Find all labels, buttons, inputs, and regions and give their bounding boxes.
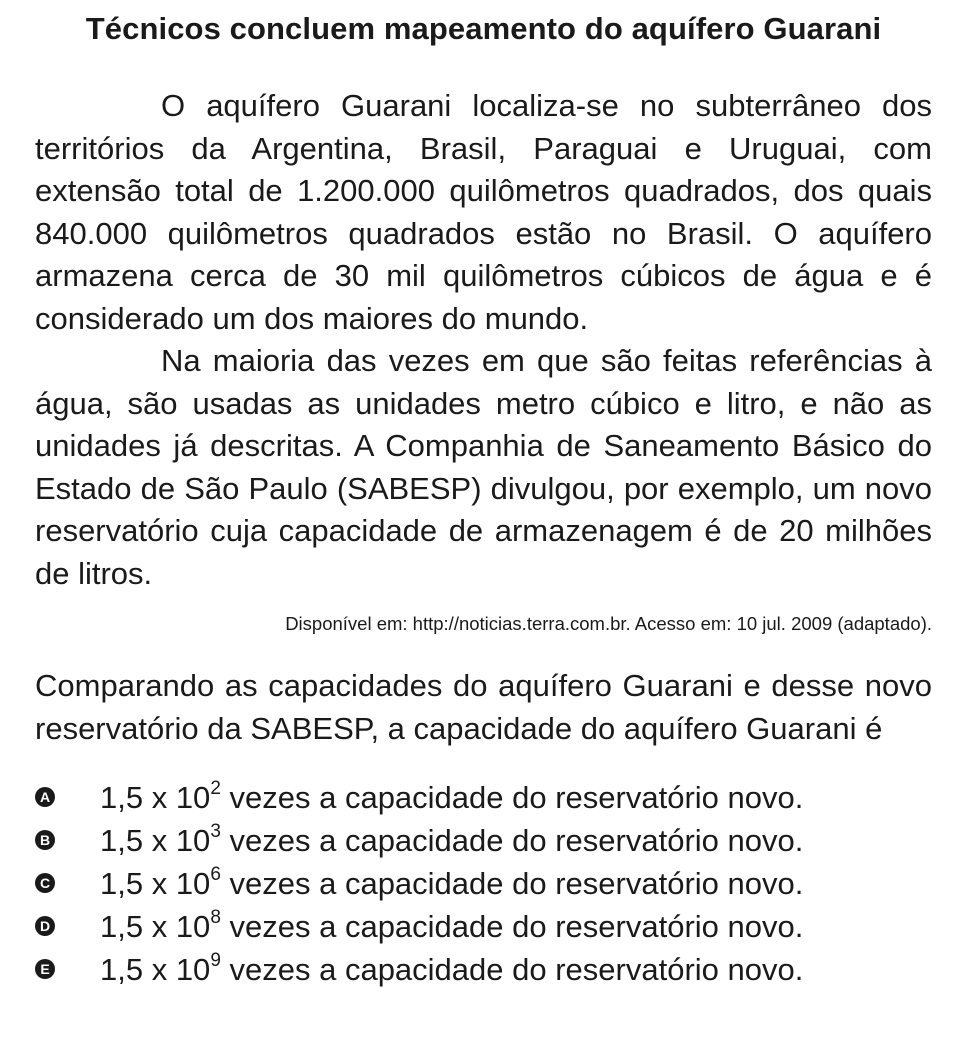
option-c[interactable] [35,862,932,905]
option-a-exponent: 2 [210,778,221,799]
option-b-text [100,819,803,862]
option-c-marker: C [35,873,55,893]
option-d-exponent: 8 [210,907,221,928]
option-d-base: 1,5 x 10 [100,909,211,944]
article-title: Técnicos concluem mapeamento do aquífero Guarani [85,11,882,46]
source-citation: Disponível em: http://noticias.terra.com.br. Acesso em: 10 jul. 2009 (adaptado). [285,613,932,634]
option-b-base: 1,5 x 10 [100,823,211,858]
option-c-rest: vezes a capacidade do reservatório novo. [220,866,804,901]
option-c-base: 1,5 x 10 [100,866,211,901]
option-b-rest: vezes a capacidade do reservatório novo. [220,823,804,858]
option-b-exponent: 3 [210,821,221,842]
option-d[interactable] [35,905,932,948]
article-paragraph-2: Na maioria das vezes em que são feitas referências à água, são usadas as unidades metro cúbico e litro, e não as unidades já descritas. A Companhia de Saneamento Básico do Estado de São Paulo (SABESP) divulgou, por exemplo, um novo reservatório cuja capacidade de armazenagem é de 20 milhões de litros. [35,343,932,591]
option-a-marker: A [35,787,55,807]
answer-options [35,776,932,991]
article-paragraph-1: O aquífero Guarani localiza-se no subterrâneo dos territórios da Argentina, Brasil, Paraguai e Uruguai, com extensão total de 1.200.000 quilômetros quadrados, dos quais 840.000 quilômetros quadrados estão no Brasil. O aquífero armazena cerca de 30 mil quilômetros cúbicos de água e é considerado um dos maiores do mundo. [35,88,932,336]
option-e-base: 1,5 x 10 [100,952,211,987]
option-d-rest: vezes a capacidade do reservatório novo. [220,909,804,944]
option-a[interactable] [35,776,932,819]
option-b-marker: B [35,830,55,850]
option-a-text [100,776,803,819]
option-e-text [100,948,803,991]
option-e-rest: vezes a capacidade do reservatório novo. [220,952,804,987]
question-page [35,0,932,991]
option-a-rest: vezes a capacidade do reservatório novo. [220,780,804,815]
option-c-exponent: 6 [210,864,221,885]
option-e-exponent: 9 [210,950,221,971]
option-e[interactable] [35,948,932,991]
option-b[interactable] [35,819,932,862]
option-a-base: 1,5 x 10 [100,780,211,815]
option-d-text [100,905,803,948]
option-e-marker: E [35,959,55,979]
question-stem: Comparando as capacidades do aquífero Guarani e desse novo reservatório da SABESP, a capacidade do aquífero Guarani é [35,668,932,746]
option-d-marker: D [35,916,55,936]
option-c-text [100,862,803,905]
